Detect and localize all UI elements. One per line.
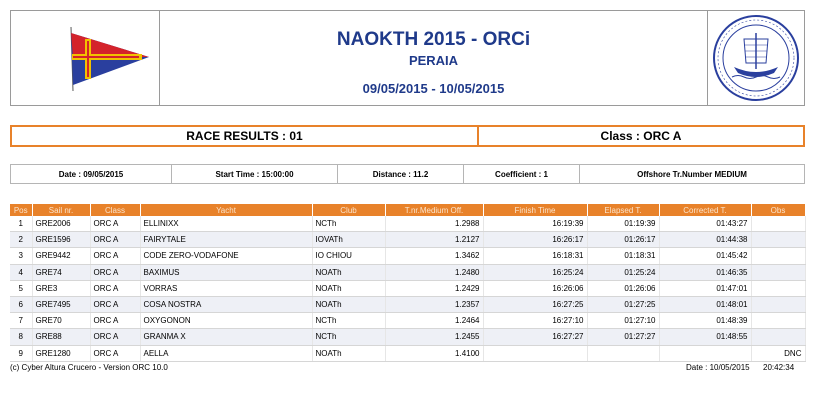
cell-sail: GRE70 bbox=[32, 313, 90, 329]
cell-tnr: 1.2480 bbox=[385, 264, 483, 280]
cell-corrected: 01:46:35 bbox=[659, 264, 751, 280]
cell-elapsed: 01:18:31 bbox=[587, 248, 659, 264]
col-corrected-time: Corrected T. bbox=[659, 204, 751, 216]
table-row bbox=[10, 345, 805, 361]
cell-club: NOATh bbox=[312, 296, 385, 312]
cell-obs bbox=[751, 248, 805, 264]
table-row bbox=[10, 264, 805, 280]
col-sail-nr: Sail nr. bbox=[32, 204, 90, 216]
cell-sail: GRE3 bbox=[32, 280, 90, 296]
cell-finish bbox=[483, 345, 587, 361]
start-time: Start Time : 15:00:00 bbox=[172, 165, 338, 183]
coefficient: Coefficient : 1 bbox=[464, 165, 580, 183]
cell-yacht: FAIRYTALE bbox=[140, 232, 312, 248]
cell-elapsed bbox=[587, 345, 659, 361]
results-table bbox=[10, 204, 806, 362]
cell-club: NCTh bbox=[312, 329, 385, 345]
cell-finish: 16:19:39 bbox=[483, 216, 587, 232]
cell-yacht: AELLA bbox=[140, 345, 312, 361]
cell-obs bbox=[751, 280, 805, 296]
cell-tnr: 1.2988 bbox=[385, 216, 483, 232]
race-date: Date : 09/05/2015 bbox=[11, 165, 172, 183]
table-row bbox=[10, 248, 805, 264]
cell-sail: GRE7495 bbox=[32, 296, 90, 312]
table-header-row bbox=[10, 204, 805, 216]
print-time: 20:42:34 bbox=[763, 363, 795, 372]
cell-class: ORC A bbox=[90, 345, 140, 361]
cell-tnr: 1.4100 bbox=[385, 345, 483, 361]
table-row bbox=[10, 280, 805, 296]
race-results-bar bbox=[10, 125, 805, 147]
cell-elapsed: 01:27:10 bbox=[587, 313, 659, 329]
cell-sail: GRE74 bbox=[32, 264, 90, 280]
club-pennant-flag-icon bbox=[11, 11, 159, 105]
cell-pos: 4 bbox=[10, 264, 32, 280]
cell-club: NCTh bbox=[312, 216, 385, 232]
cell-elapsed: 01:26:06 bbox=[587, 280, 659, 296]
col-pos: Pos bbox=[10, 204, 32, 216]
cell-sail: GRE9442 bbox=[32, 248, 90, 264]
cell-corrected: 01:45:42 bbox=[659, 248, 751, 264]
cell-club: NOATh bbox=[312, 345, 385, 361]
cell-sail: GRE88 bbox=[32, 329, 90, 345]
race-results-label: RACE RESULTS : 01 bbox=[12, 127, 479, 145]
cell-yacht: OXYGONON bbox=[140, 313, 312, 329]
table-row bbox=[10, 313, 805, 329]
cell-yacht: VORRAS bbox=[140, 280, 312, 296]
cell-obs bbox=[751, 216, 805, 232]
event-venue: PERAIA bbox=[408, 53, 459, 68]
cell-yacht: ELLINIXX bbox=[140, 216, 312, 232]
table-row bbox=[10, 232, 805, 248]
col-club: Club bbox=[312, 204, 385, 216]
title-block bbox=[159, 11, 708, 105]
right-logo-panel bbox=[707, 11, 804, 105]
col-tnr-medium-off: T.nr.Medium Off. bbox=[385, 204, 483, 216]
cell-elapsed: 01:26:17 bbox=[587, 232, 659, 248]
cell-class: ORC A bbox=[90, 280, 140, 296]
cell-elapsed: 01:27:27 bbox=[587, 329, 659, 345]
distance: Distance : 11.2 bbox=[338, 165, 464, 183]
cell-class: ORC A bbox=[90, 232, 140, 248]
software-credit: (c) Cyber Altura Crucero - Version ORC 10.0 bbox=[10, 363, 168, 372]
cell-corrected: 01:44:38 bbox=[659, 232, 751, 248]
cell-class: ORC A bbox=[90, 216, 140, 232]
race-info-bar bbox=[10, 164, 805, 184]
cell-tnr: 1.2357 bbox=[385, 296, 483, 312]
col-obs: Obs bbox=[751, 204, 805, 216]
cell-yacht: GRANMA X bbox=[140, 329, 312, 345]
cell-corrected bbox=[659, 345, 751, 361]
ship-emblem-seal-icon bbox=[708, 11, 804, 105]
cell-elapsed: 01:19:39 bbox=[587, 216, 659, 232]
cell-finish: 16:26:17 bbox=[483, 232, 587, 248]
cell-club: NCTh bbox=[312, 313, 385, 329]
cell-obs bbox=[751, 313, 805, 329]
table-row bbox=[10, 329, 805, 345]
cell-tnr: 1.3462 bbox=[385, 248, 483, 264]
cell-obs: DNC bbox=[751, 345, 805, 361]
cell-obs bbox=[751, 329, 805, 345]
cell-club: NOATh bbox=[312, 264, 385, 280]
cell-tnr: 1.2429 bbox=[385, 280, 483, 296]
cell-corrected: 01:48:39 bbox=[659, 313, 751, 329]
cell-finish: 16:25:24 bbox=[483, 264, 587, 280]
report-header bbox=[10, 10, 805, 106]
cell-pos: 1 bbox=[10, 216, 32, 232]
col-elapsed-time: Elapsed T. bbox=[587, 204, 659, 216]
cell-finish: 16:26:06 bbox=[483, 280, 587, 296]
class-label: Class : ORC A bbox=[600, 129, 682, 143]
cell-tnr: 1.2455 bbox=[385, 329, 483, 345]
cell-obs bbox=[751, 296, 805, 312]
cell-pos: 5 bbox=[10, 280, 32, 296]
cell-finish: 16:18:31 bbox=[483, 248, 587, 264]
cell-yacht: BAXIMUS bbox=[140, 264, 312, 280]
col-finish-time: Finish Time bbox=[483, 204, 587, 216]
print-date: Date : 10/05/2015 bbox=[686, 363, 750, 372]
table-row bbox=[10, 296, 805, 312]
cell-elapsed: 01:25:24 bbox=[587, 264, 659, 280]
event-dates: 09/05/2015 - 10/05/2015 bbox=[362, 81, 505, 96]
offshore-number: Offshore Tr.Number MEDIUM bbox=[637, 169, 747, 179]
cell-pos: 6 bbox=[10, 296, 32, 312]
cell-tnr: 1.2464 bbox=[385, 313, 483, 329]
cell-obs bbox=[751, 232, 805, 248]
cell-class: ORC A bbox=[90, 329, 140, 345]
cell-corrected: 01:48:55 bbox=[659, 329, 751, 345]
cell-corrected: 01:43:27 bbox=[659, 216, 751, 232]
table-row bbox=[10, 216, 805, 232]
cell-club: IO CHIOU bbox=[312, 248, 385, 264]
cell-class: ORC A bbox=[90, 248, 140, 264]
col-yacht: Yacht bbox=[140, 204, 312, 216]
cell-corrected: 01:48:01 bbox=[659, 296, 751, 312]
cell-sail: GRE2006 bbox=[32, 216, 90, 232]
cell-finish: 16:27:27 bbox=[483, 329, 587, 345]
left-logo-panel bbox=[11, 11, 160, 105]
event-title: NAOKTH 2015 - ORCi bbox=[336, 29, 531, 50]
cell-club: NOATh bbox=[312, 280, 385, 296]
cell-club: IOVATh bbox=[312, 232, 385, 248]
col-class: Class bbox=[90, 204, 140, 216]
cell-corrected: 01:47:01 bbox=[659, 280, 751, 296]
cell-yacht: COSA NOSTRA bbox=[140, 296, 312, 312]
cell-class: ORC A bbox=[90, 313, 140, 329]
cell-pos: 3 bbox=[10, 248, 32, 264]
cell-pos: 2 bbox=[10, 232, 32, 248]
cell-finish: 16:27:10 bbox=[483, 313, 587, 329]
cell-yacht: CODE ZERO-VODAFONE bbox=[140, 248, 312, 264]
cell-pos: 7 bbox=[10, 313, 32, 329]
cell-tnr: 1.2127 bbox=[385, 232, 483, 248]
cell-class: ORC A bbox=[90, 296, 140, 312]
cell-obs bbox=[751, 264, 805, 280]
cell-pos: 8 bbox=[10, 329, 32, 345]
cell-elapsed: 01:27:25 bbox=[587, 296, 659, 312]
cell-class: ORC A bbox=[90, 264, 140, 280]
cell-pos: 9 bbox=[10, 345, 32, 361]
cell-sail: GRE1596 bbox=[32, 232, 90, 248]
cell-sail: GRE1280 bbox=[32, 345, 90, 361]
cell-finish: 16:27:25 bbox=[483, 296, 587, 312]
